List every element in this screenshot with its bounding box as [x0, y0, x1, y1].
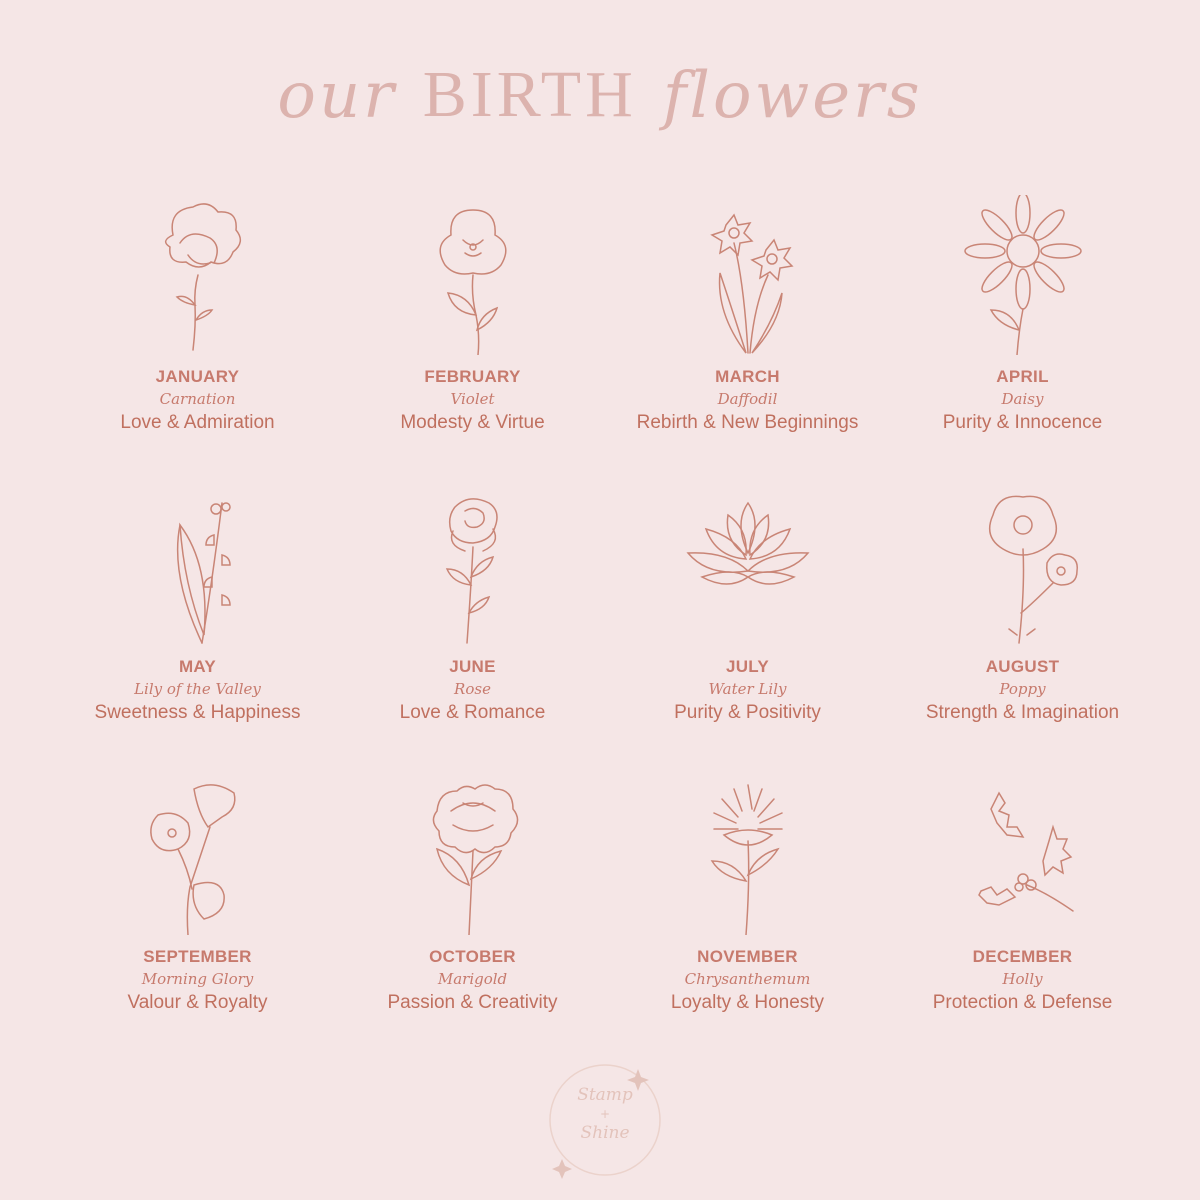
flower-name: Daisy: [1001, 390, 1044, 408]
flower-meaning: Passion & Creativity: [387, 992, 558, 1013]
card-june: [335, 485, 610, 775]
title-birth: BIRTH: [422, 58, 637, 131]
page-title: [0, 38, 1200, 133]
card-september: [60, 775, 335, 1065]
flower-meaning: Sweetness & Happiness: [94, 702, 301, 723]
flower-name: Marigold: [437, 970, 508, 988]
card-may: [60, 485, 335, 775]
holly-icon: [943, 775, 1103, 935]
logo-line-2: +: [599, 1107, 611, 1121]
flower-meaning: Valour & Royalty: [127, 992, 268, 1013]
rose-icon: [393, 485, 553, 645]
flower-name: Carnation: [159, 390, 236, 408]
month-label: DECEMBER: [972, 947, 1073, 966]
flower-name: Lily of the Valley: [134, 680, 261, 698]
brand-logo: [540, 1055, 670, 1185]
month-label: JULY: [725, 657, 770, 676]
flower-name: Poppy: [999, 680, 1046, 698]
lily-of-the-valley-icon: [118, 485, 278, 645]
card-march: [610, 195, 885, 485]
flower-meaning: Purity & Positivity: [674, 702, 821, 723]
month-label: MARCH: [715, 367, 780, 386]
logo-line-3: Shine: [580, 1123, 630, 1143]
flower-name: Holly: [1002, 970, 1043, 988]
chrysanthemum-icon: [668, 775, 828, 935]
flower-meaning: Strength & Imagination: [925, 702, 1120, 723]
poppy-icon: [943, 485, 1103, 645]
card-april: [885, 195, 1160, 485]
month-label: MAY: [178, 657, 217, 676]
card-october: [335, 775, 610, 1065]
flower-meaning: Purity & Innocence: [942, 412, 1103, 433]
flower-meaning: Protection & Defense: [932, 992, 1113, 1013]
flower-name: Morning Glory: [141, 970, 254, 988]
card-july: [610, 485, 885, 775]
card-august: [885, 485, 1160, 775]
daffodil-icon: [668, 195, 828, 355]
month-label: SEPTEMBER: [143, 947, 252, 966]
card-november: [610, 775, 885, 1065]
daisy-icon: [943, 195, 1103, 355]
month-label: NOVEMBER: [697, 947, 798, 966]
flower-grid: [60, 195, 1160, 1065]
card-january: [60, 195, 335, 485]
month-label: APRIL: [996, 367, 1049, 386]
flower-meaning: Modesty & Virtue: [400, 412, 545, 433]
flower-name: Rose: [454, 680, 491, 698]
flower-name: Violet: [450, 390, 495, 408]
flower-name: Chrysanthemum: [684, 970, 811, 988]
morning-glory-icon: [118, 775, 278, 935]
flower-meaning: Rebirth & New Beginnings: [636, 412, 859, 433]
flower-meaning: Loyalty & Honesty: [670, 992, 825, 1013]
flower-name: Water Lily: [708, 680, 787, 698]
violet-icon: [393, 195, 553, 355]
month-label: FEBRUARY: [424, 367, 521, 386]
marigold-icon: [393, 775, 553, 935]
water-lily-icon: [668, 485, 828, 645]
carnation-icon: [118, 195, 278, 355]
month-label: JANUARY: [155, 367, 240, 386]
card-february: [335, 195, 610, 485]
month-label: JUNE: [449, 657, 496, 676]
logo-line-1: Stamp: [577, 1085, 633, 1105]
flower-name: Daffodil: [717, 390, 778, 408]
card-december: [885, 775, 1160, 1065]
title-our: our: [277, 59, 397, 133]
flower-meaning: Love & Admiration: [120, 412, 275, 433]
month-label: OCTOBER: [429, 947, 516, 966]
month-label: AUGUST: [985, 657, 1060, 676]
flower-meaning: Love & Romance: [399, 702, 546, 723]
title-flowers: flowers: [662, 59, 923, 133]
